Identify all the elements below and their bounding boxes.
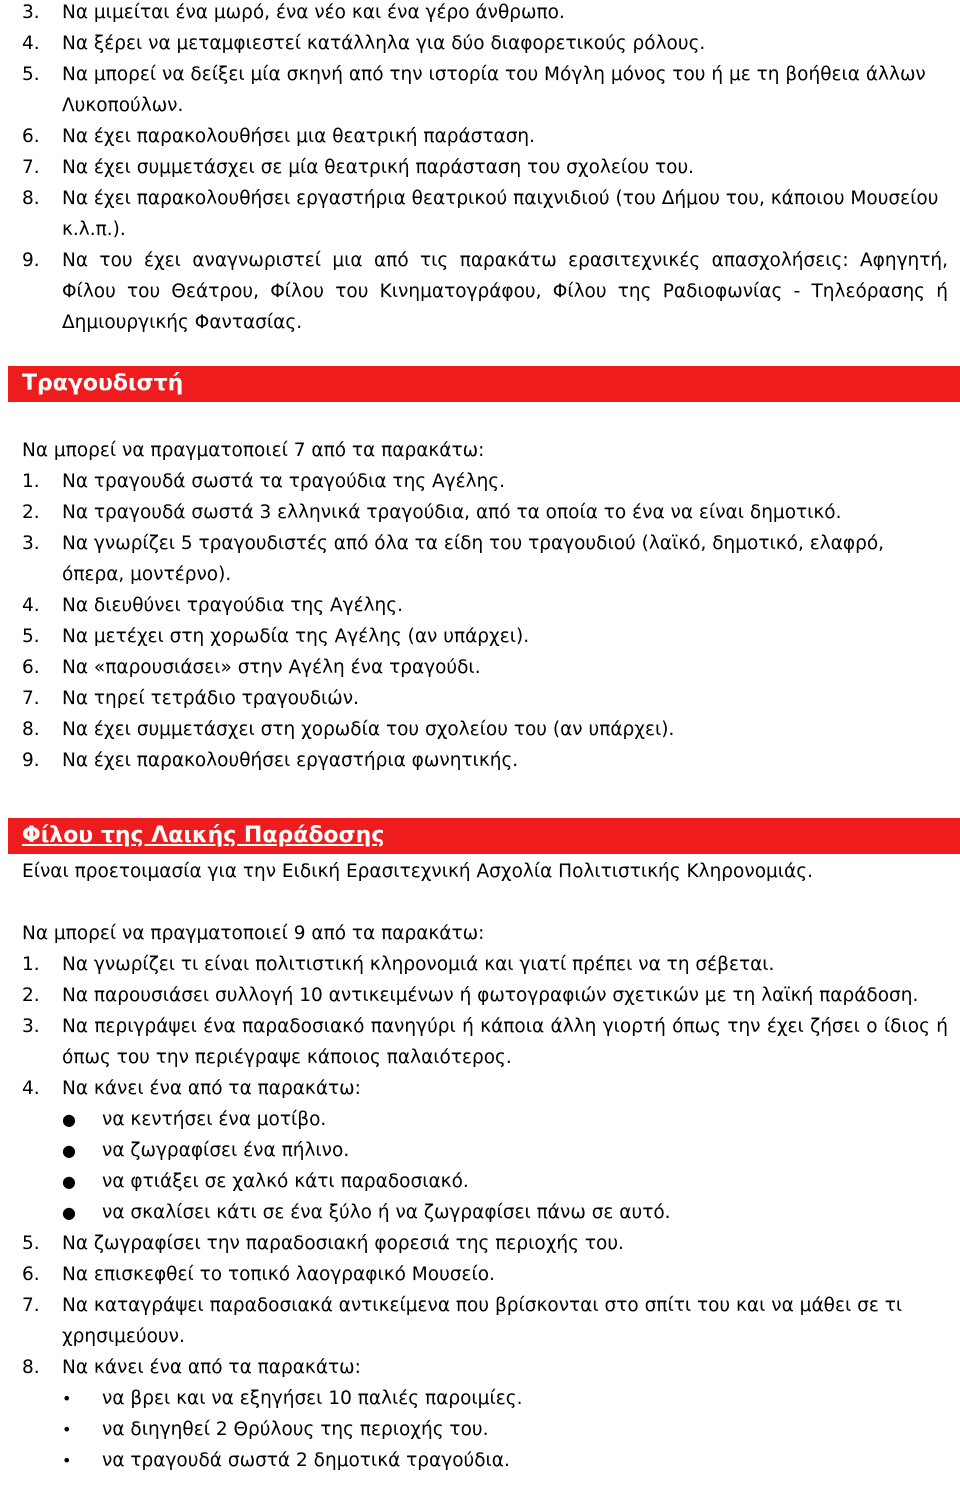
list-item: 9. Να έχει παρακολουθήσει εργαστήρια φωνητικής. bbox=[22, 750, 519, 771]
section-banner-singer bbox=[8, 366, 960, 402]
bullet-icon: ● bbox=[62, 1172, 76, 1191]
list-item: 4. Να κάνει ένα από τα παρακάτω: bbox=[22, 1078, 361, 1099]
list-item: 6. Να «παρουσιάσει» στην Αγέλη ένα τραγούδι. bbox=[22, 657, 481, 678]
bullet-item: ● να φτιάξει σε χαλκό κάτι παραδοσιακό. bbox=[0, 1166, 960, 1197]
list-item: 8. Να έχει παρακολουθήσει εργαστήρια θεατρικού παιχνιδιού (του Δήμου του, κάποιου Μουσείου κ.λ.π.). bbox=[22, 188, 939, 240]
bullet-icon: • bbox=[62, 1389, 72, 1408]
section-title: Τραγουδιστή bbox=[22, 371, 184, 396]
section-title: Φίλου της Λαικής Παράδοσης bbox=[22, 823, 385, 848]
list-item: 7. Να έχει συμμετάσχει σε μία θεατρική παράσταση του σχολείου του. bbox=[22, 157, 695, 178]
folk-intro: Είναι προετοιμασία για την Ειδική Ερασιτεχνική Ασχολία Πολιτιστικής Κληρονομιάς. bbox=[22, 861, 813, 882]
bullet-item: • να βρει και να εξηγήσει 10 παλιές παροιμίες. bbox=[0, 1383, 960, 1414]
list-item: 9. Να του έχει αναγνωριστεί μια από τις παρακάτω ερασιτεχνικές απασχολήσεις: Αφηγητή, Φίλου του Θεάτρου, Φίλου του Κινηματογράφου, Φίλου της Ραδιοφωνίας - Τηλεόρασης ή Δημιουργικής Φαντασίας. bbox=[22, 250, 948, 333]
singer-list bbox=[0, 466, 960, 776]
list-item: 8. Να κάνει ένα από τα παρακάτω: bbox=[22, 1357, 361, 1378]
bullet-item: ● να ζωγραφίσει ένα πήλινο. bbox=[0, 1135, 960, 1166]
bullet-item: ● να σκαλίσει κάτι σε ένα ξύλο ή να ζωγραφίσει πάνω σε αυτό. bbox=[0, 1197, 960, 1228]
list-item: 3. Να μιμείται ένα μωρό, ένα νέο και ένα γέρο άνθρωπο. bbox=[22, 2, 565, 23]
list-item: 7. Να καταγράψει παραδοσιακά αντικείμενα που βρίσκονται στο σπίτι του και να μάθει σε τι χρησιμεύουν. bbox=[22, 1295, 903, 1347]
bullet-item: • να τραγουδά σωστά 2 δημοτικά τραγούδια. bbox=[0, 1445, 960, 1476]
list-item: 5. Να μετέχει στη χορωδία της Αγέλης (αν υπάρχει). bbox=[22, 626, 530, 647]
list-item: 1. Να τραγουδά σωστά τα τραγούδια της Αγέλης. bbox=[22, 471, 506, 492]
section-banner-folk bbox=[8, 818, 960, 854]
list-item: 4. Να ξέρει να μεταμφιεστεί κατάλληλα για δύο διαφορετικούς ρόλους. bbox=[22, 33, 706, 54]
list-item: 8. Να έχει συμμετάσχει στη χορωδία του σχολείου του (αν υπάρχει). bbox=[22, 719, 675, 740]
list-item: 3. Να γνωρίζει 5 τραγουδιστές από όλα τα είδη του τραγουδιού (λαϊκό, δημοτικό, ελαφρό, όπερα, μοντέρνο). bbox=[22, 533, 885, 585]
bullet-icon: • bbox=[62, 1420, 72, 1439]
list-item: 3. Να περιγράψει ένα παραδοσιακό πανηγύρι ή κάποια άλλη γιορτή όπως την έχει ζήσει ο ίδιος ή όπως του την περιέγραψε κάποιος παλαιότερος. bbox=[22, 1016, 948, 1068]
singer-instruction: Να μπορεί να πραγματοποιεί 7 από τα παρακάτω: bbox=[22, 440, 485, 461]
list-item: 2. Να παρουσιάσει συλλογή 10 αντικειμένων ή φωτογραφιών σχετικών με τη λαϊκή παράδοση. bbox=[22, 985, 919, 1006]
bullet-icon: • bbox=[62, 1451, 72, 1470]
bullet-item: • να διηγηθεί 2 Θρύλους της περιοχής του. bbox=[0, 1414, 960, 1445]
folk-list bbox=[0, 949, 960, 1476]
list-item: 2. Να τραγουδά σωστά 3 ελληνικά τραγούδια, από τα οποία το ένα να είναι δημοτικό. bbox=[22, 502, 842, 523]
list-item: 4. Να διευθύνει τραγούδια της Αγέλης. bbox=[22, 595, 404, 616]
bullet-item: ● να κεντήσει ένα μοτίβο. bbox=[0, 1104, 960, 1135]
list-item: 5. Να ζωγραφίσει την παραδοσιακή φορεσιά της περιοχής του. bbox=[22, 1233, 624, 1254]
intro-list bbox=[0, 0, 960, 338]
list-item: 5. Να μπορεί να δείξει μία σκηνή από την ιστορία του Μόγλη μόνος του ή με τη βοήθεια άλλων Λυκοπούλων. bbox=[22, 64, 926, 116]
list-item: 7. Να τηρεί τετράδιο τραγουδιών. bbox=[22, 688, 359, 709]
folk-instruction: Να μπορεί να πραγματοποιεί 9 από τα παρακάτω: bbox=[22, 923, 485, 944]
bullet-icon: ● bbox=[62, 1110, 76, 1129]
list-item: 6. Να επισκεφθεί το τοπικό λαογραφικό Μουσείο. bbox=[22, 1264, 495, 1285]
bullet-icon: ● bbox=[62, 1203, 76, 1222]
list-item: 1. Να γνωρίζει τι είναι πολιτιστική κληρονομιά και γιατί πρέπει να τη σέβεται. bbox=[22, 954, 775, 975]
bullet-icon: ● bbox=[62, 1141, 76, 1160]
list-item: 6. Να έχει παρακολουθήσει μια θεατρική παράσταση. bbox=[22, 126, 536, 147]
